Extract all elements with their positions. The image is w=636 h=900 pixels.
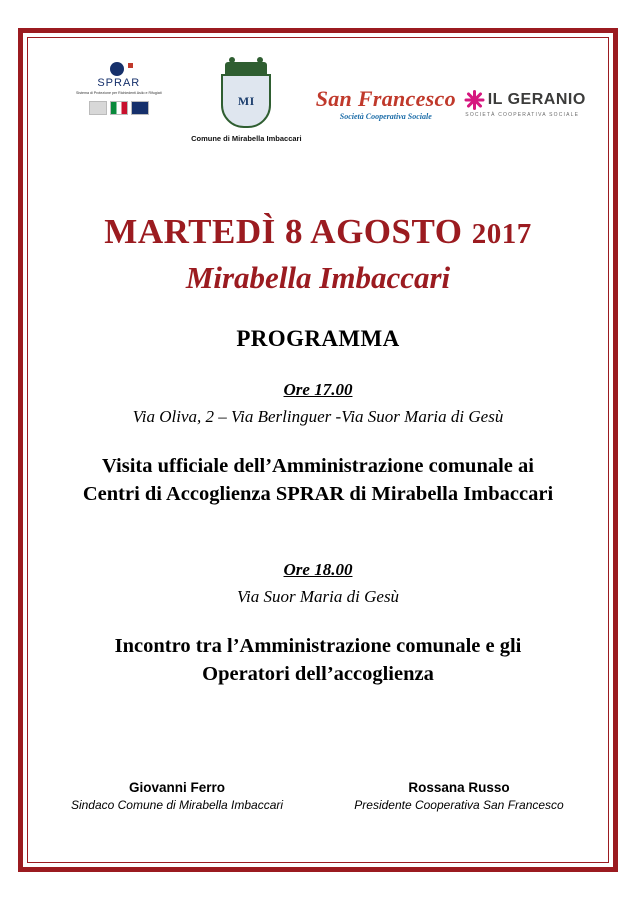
section-2-activity-line2: Operatori dell’accoglienza	[202, 663, 434, 686]
signature-block	[36, 780, 600, 812]
event-city: Mirabella Imbaccari	[185, 260, 451, 295]
san-francesco-subtitle: Società Cooperativa Sociale	[339, 112, 432, 121]
poster-content	[36, 46, 600, 854]
signature-president-role: Presidente Cooperativa San Francesco	[354, 798, 564, 812]
san-francesco-logo	[311, 62, 460, 121]
crest-body: MI	[221, 74, 271, 128]
section-2-activity	[36, 633, 600, 688]
program-section-1	[36, 380, 600, 508]
section-2-time: Ore 18.00	[283, 560, 353, 580]
sprar-name: SPRAR	[97, 77, 141, 89]
comune-logo	[182, 62, 312, 143]
geranio-logo	[461, 62, 589, 118]
san-francesco-name: San Francesco	[315, 86, 456, 111]
section-2-place: Via Suor Maria di Gesù	[236, 587, 400, 607]
event-year: 2017	[471, 218, 532, 250]
event-date: MARTEDÌ 8 AGOSTO	[104, 212, 463, 251]
ministry-logo-icon	[89, 101, 107, 115]
crest-crown-icon	[225, 62, 267, 74]
geranio-row	[463, 90, 586, 110]
signature-mayor-role: Sindaco Comune di Mirabella Imbaccari	[70, 798, 284, 812]
logo-strip	[36, 46, 600, 156]
eu-flag-icon	[131, 101, 149, 115]
geranio-flower-icon	[463, 90, 483, 110]
section-1-activity-line2: Centri di Accoglienza SPRAR di Mirabella Imbaccari	[82, 482, 554, 505]
section-1-activity	[36, 453, 600, 508]
signature-president	[329, 780, 588, 812]
sprar-subtitle: Sistema di Protezione per Richiedenti Asilo e Rifugiati	[76, 91, 162, 95]
signature-mayor-name: Giovanni Ferro	[128, 780, 226, 795]
sprar-logo-icon	[104, 62, 133, 76]
signature-president-name: Rossana Russo	[408, 780, 510, 795]
program-section-2	[36, 560, 600, 688]
sprar-dot-icon	[110, 62, 124, 76]
sprar-square-icon	[128, 63, 133, 68]
comune-caption: Comune di Mirabella Imbaccari	[191, 134, 302, 143]
program-label: PROGRAMMA	[236, 326, 400, 351]
geranio-name: IL GERANIO	[487, 91, 586, 108]
page-title	[36, 212, 600, 252]
section-1-place: Via Oliva, 2 – Via Berlinguer -Via Suor Maria di Gesù	[132, 407, 504, 426]
sprar-logo	[64, 62, 174, 115]
sprar-flags	[89, 101, 149, 115]
section-2-activity-line1: Incontro tra l’Amministrazione comunale e gli	[114, 635, 522, 658]
municipal-crest-icon	[219, 62, 273, 128]
section-1-activity-line1: Visita ufficiale dell’Amministrazione comunale ai	[102, 455, 534, 477]
geranio-subtitle: SOCIETÀ COOPERATIVA SOCIALE	[465, 112, 580, 118]
italy-flag-icon	[110, 101, 128, 115]
signature-mayor	[47, 780, 306, 812]
section-1-time: Ore 17.00	[283, 380, 353, 399]
